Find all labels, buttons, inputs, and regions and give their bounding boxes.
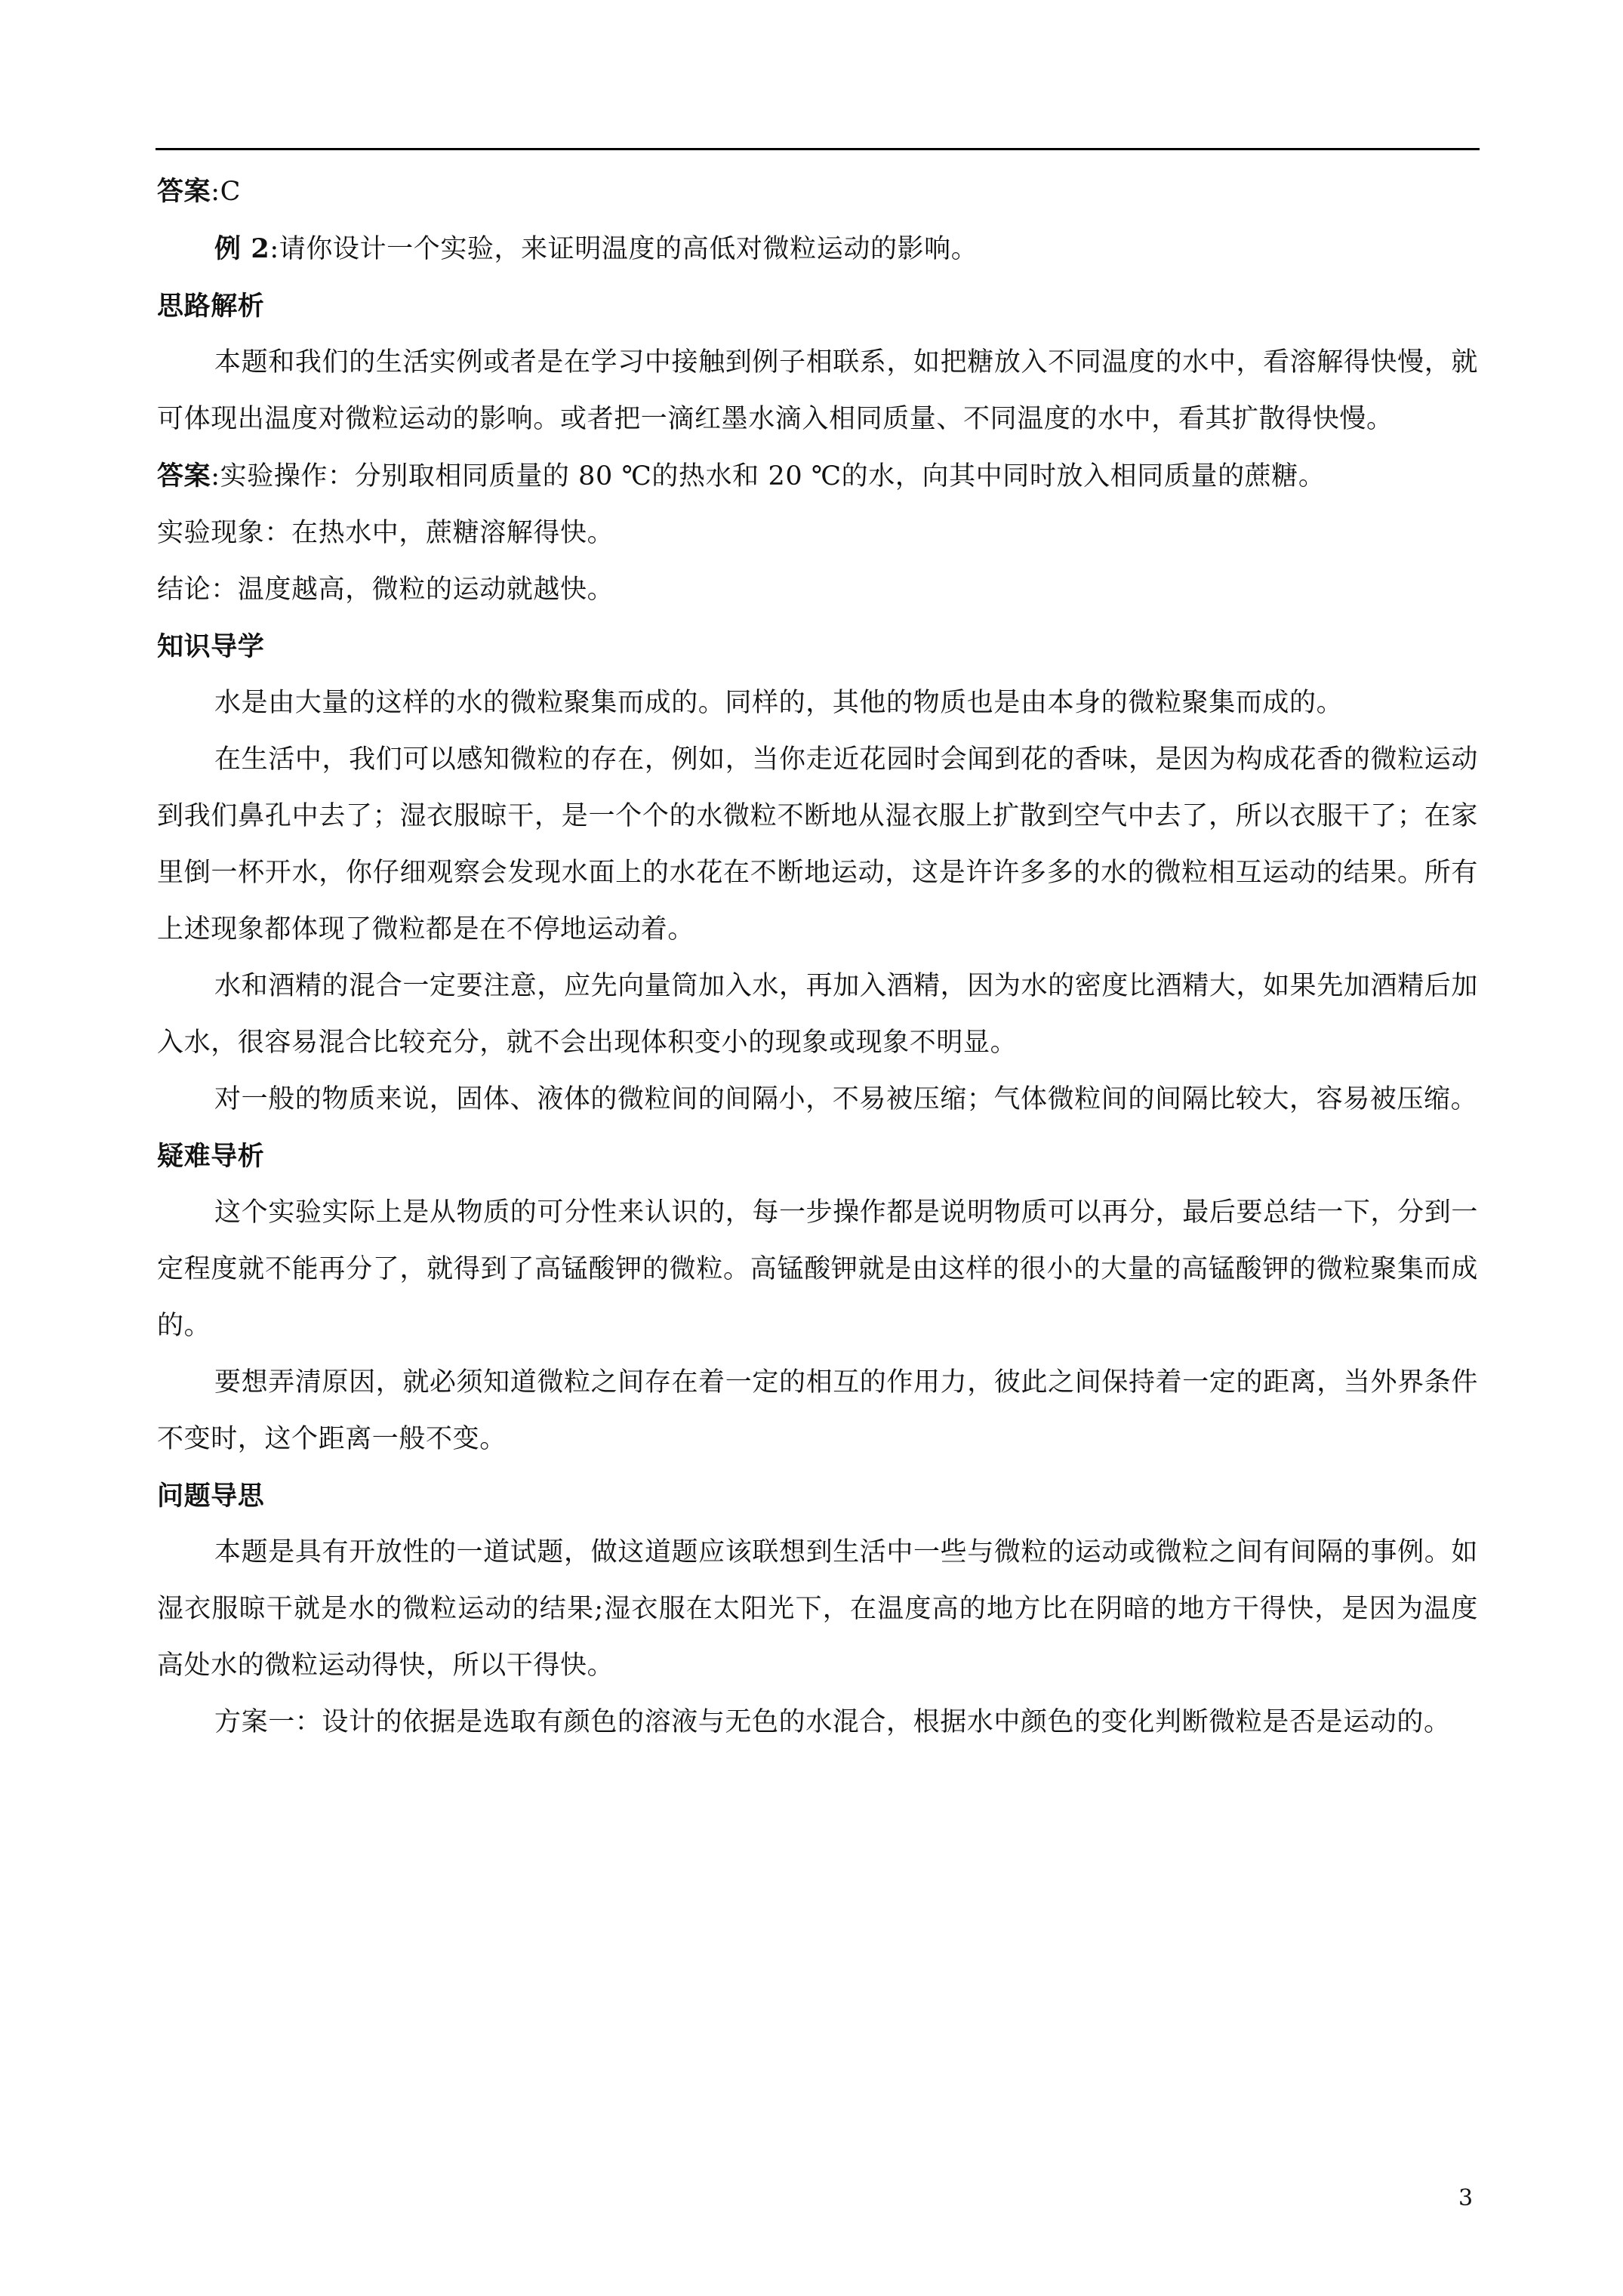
knowledge-paragraph: 在生活中，我们可以感知微粒的存在，例如，当你走近花园时会闻到花的香味，是因为构成花香的微粒运动到我们鼻孔中去了；湿衣服晾干，是一个个的水微粒不断地从湿衣服上扩散到空气中去了，所以衣服干了；在家里倒一杯开水，你仔细观察会发现水面上的水花在不断地运动，这是许许多多的水的微粒相互运动的结果。所有上述现象都体现了微粒都是在不停地运动着。 xyxy=(157,744,1478,945)
heading-difficulty: 疑难导析 xyxy=(157,1141,265,1172)
difficulty-paragraph: 要想弄清原因，就必须知道微粒之间存在着一定的相互的作用力，彼此之间保持着一定的距离，当外界条件不变时，这个距离一般不变。 xyxy=(157,1367,1478,1454)
knowledge-paragraph: 水和酒精的混合一定要注意，应先向量筒加入水，再加入酒精，因为水的密度比酒精大，如果先加酒精后加入水，很容易混合比较充分，就不会出现体积变小的现象或现象不明显。 xyxy=(157,971,1478,1058)
conclusion-line: 结论：温度越高，微粒的运动就越快。 xyxy=(157,575,614,605)
header-rule xyxy=(156,148,1480,150)
answer-label: 答案 xyxy=(157,461,211,492)
example-2-line xyxy=(157,220,1478,278)
phenomenon-line: 实验现象：在热水中，蔗糖溶解得快。 xyxy=(157,518,614,548)
heading-question: 问题导思 xyxy=(157,1481,265,1512)
difficulty-paragraph: 这个实验实际上是从物质的可分性来认识的，每一步操作都是说明物质可以再分，最后要总结一下，分到一定程度就不能再分了，就得到了高锰酸钾的微粒。高锰酸钾就是由这样的很小的大量的高锰酸钾的微粒聚集而成的。 xyxy=(157,1197,1478,1341)
thinking-paragraph: 本题和我们的生活实例或者是在学习中接触到例子相联系，如把糖放入不同温度的水中，看溶解得快慢，就可体现出温度对微粒运动的影响。或者把一滴红墨水滴入相同质量、不同温度的水中，看其扩散得快慢。 xyxy=(157,347,1478,434)
example-text: :请你设计一个实验，来证明温度的高低对微粒运动的影响。 xyxy=(269,234,978,264)
answer-label: 答案 xyxy=(157,176,211,207)
knowledge-paragraph: 水是由大量的这样的水的微粒聚集而成的。同样的，其他的物质也是由本身的微粒聚集而成的。 xyxy=(214,688,1344,718)
knowledge-paragraph: 对一般的物质来说，固体、液体的微粒间的间隔小，不易被压缩；气体微粒间的间隔比较大，容易被压缩。 xyxy=(214,1084,1478,1114)
heading-knowledge: 知识导学 xyxy=(157,631,265,662)
answer-text: :实验操作：分别取相同质量的 80 ℃的热水和 20 ℃的水，向其中同时放入相同质量的蔗糖。 xyxy=(211,461,1326,492)
answer-value: :C xyxy=(211,177,241,207)
question-paragraph: 方案一：设计的依据是选取有颜色的溶液与无色的水混合，根据水中颜色的变化判断微粒是否是运动的。 xyxy=(214,1707,1451,1737)
page-content xyxy=(157,163,1478,1751)
heading-thinking: 思路解析 xyxy=(157,291,265,322)
page-number: 3 xyxy=(1458,2185,1474,2211)
answer-1-line xyxy=(157,163,1478,220)
question-paragraph: 本题是具有开放性的一道试题，做这道题应该联想到生活中一些与微粒的运动或微粒之间有间隔的事例。如湿衣服晾干就是水的微粒运动的结果;湿衣服在太阳光下，在温度高的地方比在阴暗的地方干得快，是因为温度高处水的微粒运动得快，所以干得快。 xyxy=(157,1537,1478,1681)
example-label: 例 2 xyxy=(214,233,270,264)
answer-2-line xyxy=(157,448,1478,505)
